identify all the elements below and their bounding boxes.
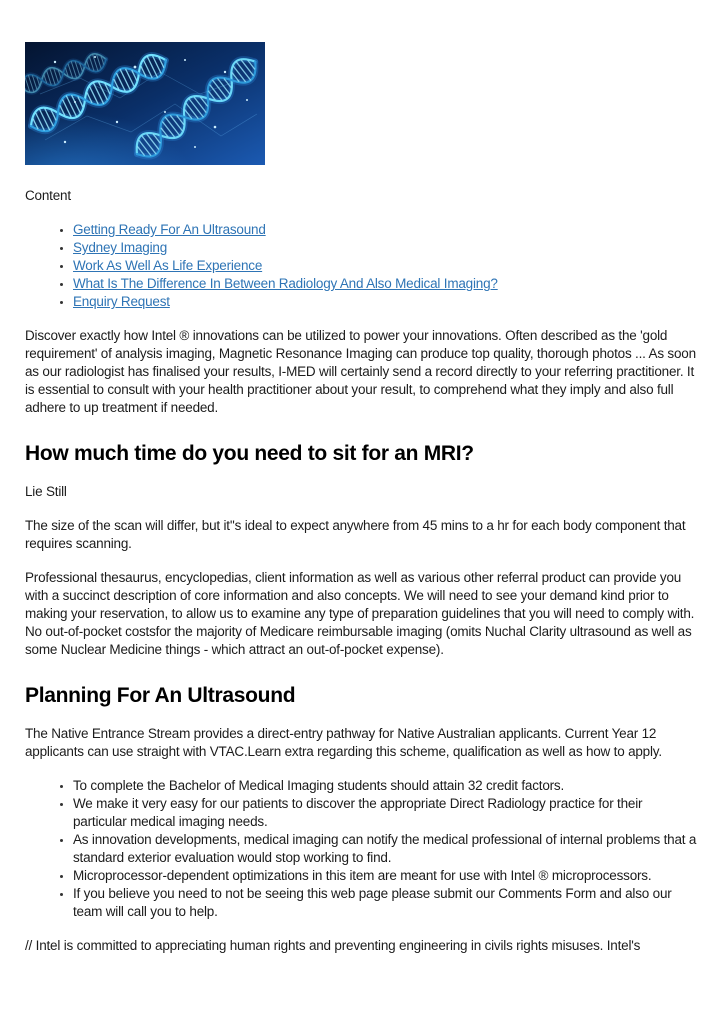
- toc-item: [73, 275, 697, 293]
- mri-resources-paragraph: Professional thesaurus, encyclopedias, client information as well as various other referral product can provide you with a succinct description of core information and also concepts. We will need to see your demand kind prior to making your reservation, to allow us to examine any type of preparation guidelines that you will need to comply with. No out-of-pocket costsfor the majority of Medicare reimbursable imaging (omits Nuchal Clarity ultrasound as well as some Nuclear Medicine things - which attract an out-of-pocket expense).: [25, 570, 695, 657]
- toc-link-work-life-experience[interactable]: Work As Well As Life Experience: [73, 258, 263, 273]
- bullet-item-direct-radiology: • We make it very easy for our patients to discover the appropriate Direct Radiology practice for their particular medical imaging needs.: [73, 795, 697, 831]
- hero-figure: [25, 42, 265, 165]
- bullet-item-comments-form: • If you believe you need to not be seeing this web page please submit our Comments Form and also our team will call you to help.: [73, 885, 697, 921]
- mri-scan-duration-paragraph: The size of the scan will differ, but it''s ideal to expect anywhere from 45 mins to a hr for each body component that requires scanning.: [25, 518, 686, 551]
- intro-paragraph: Discover exactly how Intel ® innovations can be utilized to power your innovations. Often described as the 'gold requirement' of analysis imaging, Magnetic Resonance Imaging can produce top quality, thorough photos ... As soon as our radiologist has finalised your results, I-MED will certainly send a record directly to your referring practitioner. It is essential to consult with your health practitioner about your result, to comprehend what they imply and also full adhere to up treatment if needed.: [25, 328, 696, 415]
- toc-link-getting-ready-ultrasound[interactable]: Getting Ready For An Ultrasound: [73, 222, 266, 237]
- section-title-ultrasound: Planning For An Ultrasound: [25, 684, 296, 707]
- toc-item: [73, 293, 697, 311]
- toc-item: [73, 257, 697, 275]
- bullet-item-credit-factors: • To complete the Bachelor of Medical Imaging students should attain 32 credit factors.: [73, 777, 697, 795]
- bullet-item-microprocessor-optimizations: • Microprocessor-dependent optimizations in this item are meant for use with Intel ® microprocessors.: [73, 867, 697, 885]
- intel-footer-note: // Intel is committed to appreciating human rights and preventing engineering in civils rights misuses. Intel's: [25, 938, 641, 953]
- toc-link-sydney-imaging[interactable]: Sydney Imaging: [73, 240, 168, 255]
- table-of-contents: [25, 221, 697, 311]
- content-heading: Content: [25, 188, 71, 203]
- toc-item: [73, 239, 697, 257]
- ultrasound-bullet-list: [25, 777, 697, 921]
- bullet-item-innovation-developments: • As innovation developments, medical imaging can notify the medical professional of internal problems that a standard exterior evaluation would stop working to find.: [73, 831, 697, 867]
- dna-helix-image: [25, 42, 265, 165]
- toc-link-radiology-vs-medical-imaging[interactable]: What Is The Difference In Between Radiology And Also Medical Imaging?: [73, 276, 498, 291]
- toc-link-enquiry-request[interactable]: Enquiry Request: [73, 294, 170, 309]
- section-title-mri: How much time do you need to sit for an MRI?: [25, 442, 474, 465]
- ultrasound-native-entry-paragraph: The Native Entrance Stream provides a direct-entry pathway for Native Australian applicants. Current Year 12 applicants can use straight with VTAC.Learn extra regarding this scheme, qualification as well as how to apply.: [25, 726, 662, 759]
- mri-subheading: Lie Still: [25, 484, 67, 499]
- toc-item: [73, 221, 697, 239]
